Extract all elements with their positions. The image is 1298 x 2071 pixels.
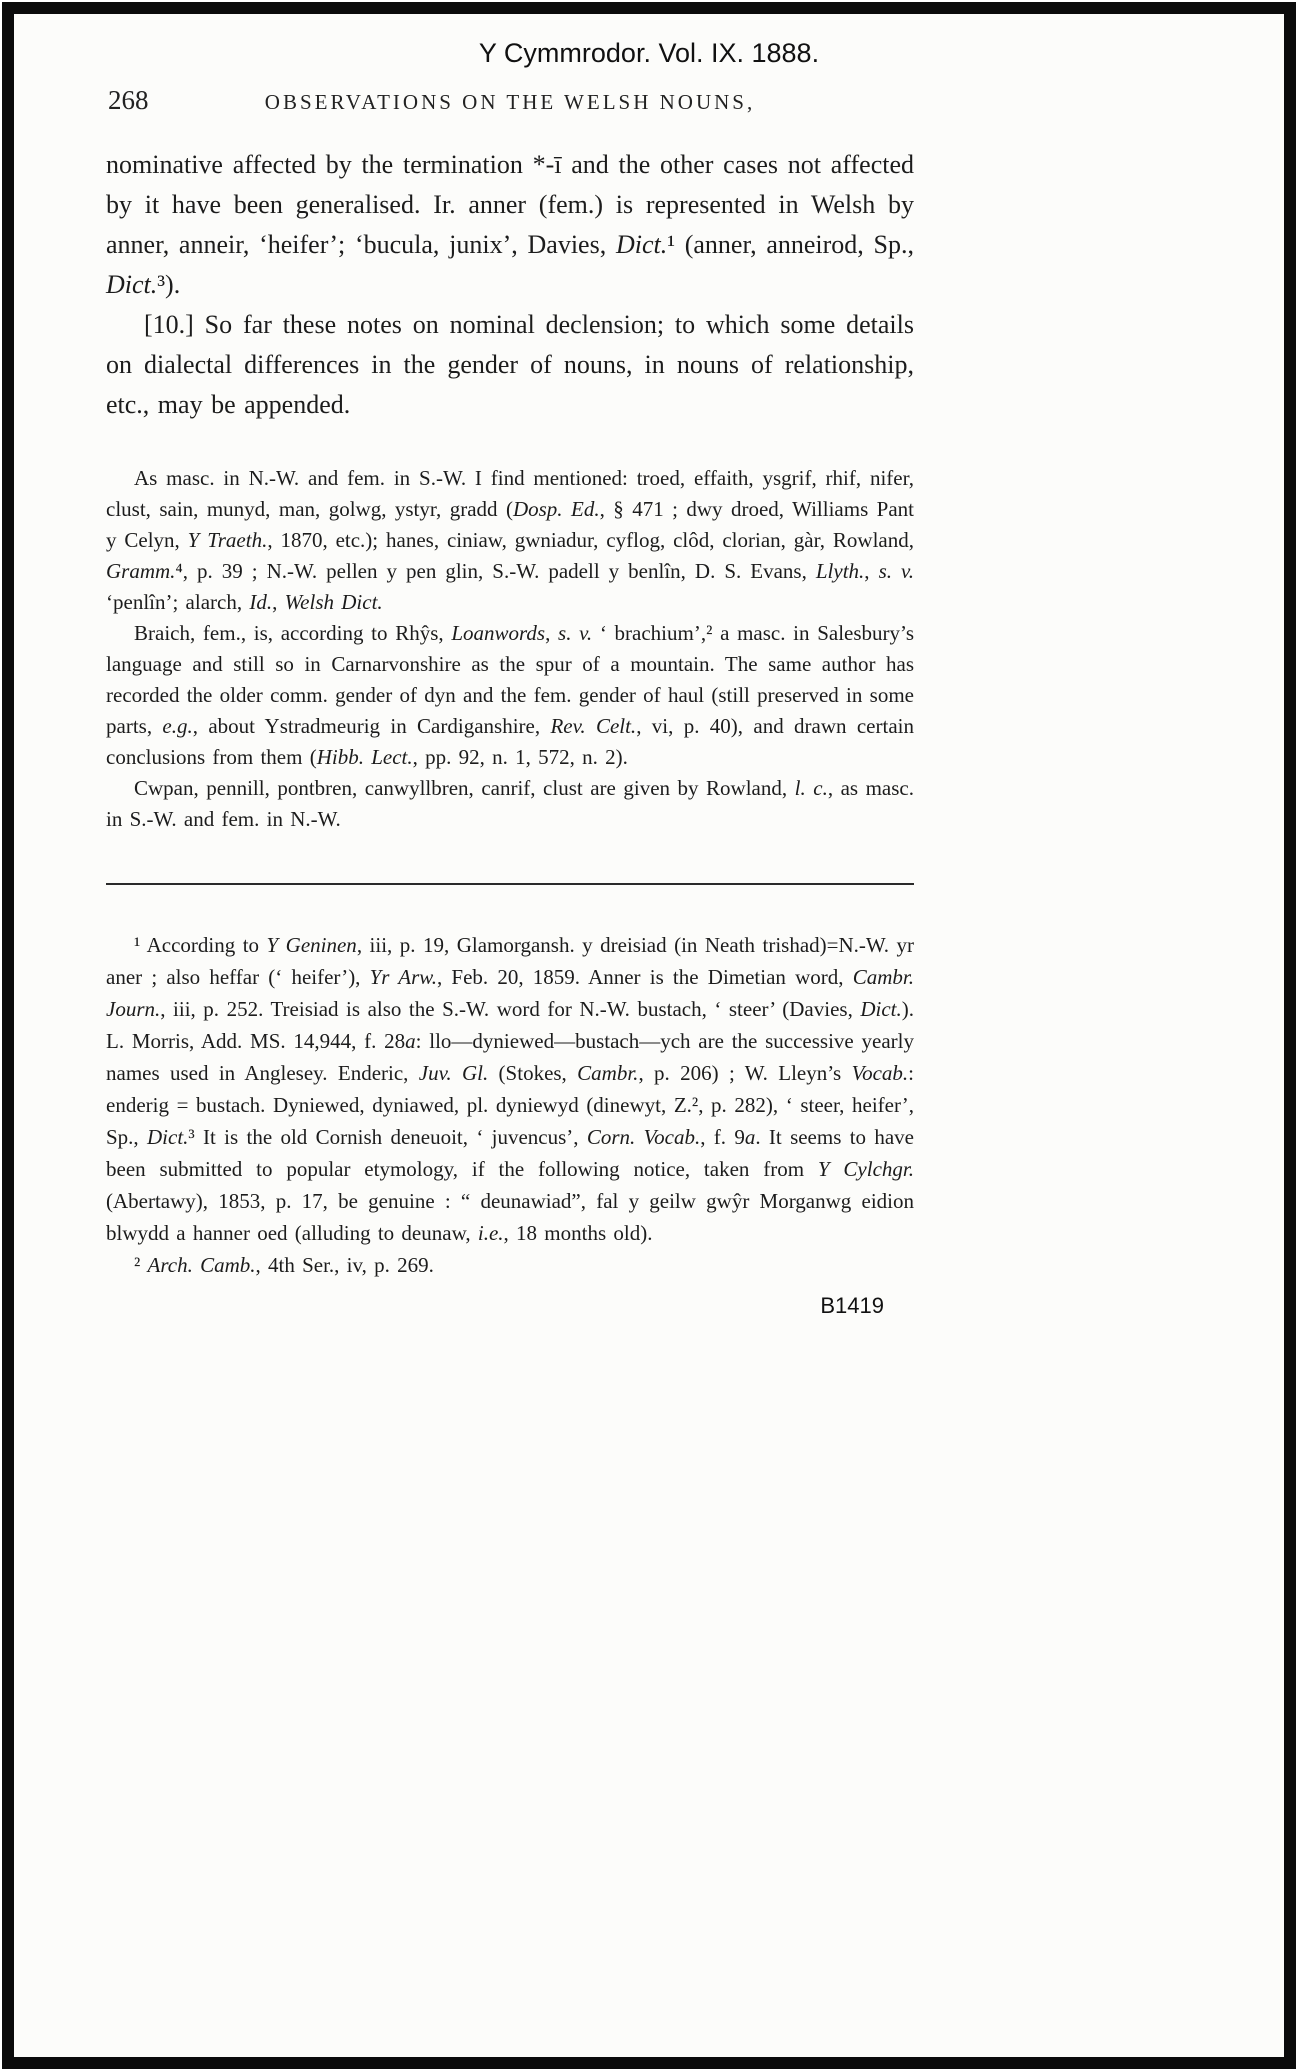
- text-segment: , § 471 ; dwy droed, Williams Pant y Celyn,: [106, 497, 915, 552]
- text-segment: , as masc. in S.-W. and fem. in N.-W.: [106, 776, 914, 831]
- text-segment: ²: [134, 1253, 148, 1277]
- text-segment: , vi, p. 40), and drawn certain conclusions from them (: [106, 714, 914, 769]
- text-segment: ³ It is the old Cornish deneuoit, ‘ juvencus’,: [188, 1125, 587, 1149]
- text-segment: ¹ (anner, anneirod, Sp.,: [667, 230, 914, 259]
- text-segment: : enderig = bustach. Dyniewed, dyniawed, pl. dyniewyd (dinewyt, Z.², p. 282), ‘ steer, heifer’, Sp.,: [106, 1061, 914, 1149]
- text-segment: Y Cylchgr.: [817, 1157, 915, 1181]
- text-segment: Dict.: [106, 270, 158, 299]
- text-segment: Cwpan, pennill, pontbren, canwyllbren, canrif, clust are given by Rowland,: [134, 776, 795, 800]
- text-segment: Vocab.: [851, 1061, 909, 1085]
- paragraph: [106, 929, 914, 1249]
- page-number: 268: [108, 85, 149, 115]
- text-segment: (Stokes,: [488, 1061, 578, 1085]
- text-segment: ‘penlîn’; alarch,: [106, 590, 250, 614]
- scan-border: [2, 2, 1296, 2069]
- text-segment: ,: [545, 621, 559, 645]
- text-segment: , iii, p. 252. Treisiad is also the S.-W. word for N.-W. bustach, ‘ steer’ (Davies,: [160, 997, 861, 1021]
- text-segment: ,: [272, 590, 285, 614]
- text-segment: Id.: [249, 590, 273, 614]
- text-segment: Y Geninen: [266, 933, 357, 957]
- text-segment: , 1870, etc.); hanes, ciniaw, gwniadur, cyflog, clôd, clorian, gàr, Rowland,: [267, 528, 914, 552]
- shelfmark-label: B1419: [820, 1293, 884, 1318]
- text-segment: ). L. Morris, Add. MS. 14,944, f. 28: [106, 997, 914, 1053]
- scanned-page: [14, 14, 1284, 2057]
- text-segment: , 18 months old).: [503, 1221, 653, 1245]
- text-segment: , 4th Ser., iv, p. 269.: [255, 1253, 434, 1277]
- text-segment: ‘ brachium’,² a masc. in Salesbury’s language and still so in Carnarvonshire as the spur of a mountain. The same author has recorded the older comm. gender of dyn and the fem. gender of haul (still preserved in some parts,: [106, 621, 915, 738]
- text-segment: . It seems to have been submitted to popular etymology, if the following notice, taken from: [106, 1125, 915, 1181]
- text-segment: Hibb. Lect.: [316, 745, 413, 769]
- text-segment: nominative affected by the termination *-ī and the other cases not affected by it have been generalised. Ir. anner (fem.) is represented in Welsh by anner, anneir, ‘heifer’; ‘bucula, junix’, Davies,: [106, 150, 914, 259]
- text-segment: , pp. 92, n. 1, 572, n. 2).: [412, 745, 628, 769]
- text-segment: i.e.: [477, 1221, 504, 1245]
- text-segment: Yr Arw.: [369, 965, 437, 989]
- text-segment: ¹ According to: [134, 933, 267, 957]
- page-header: [106, 85, 914, 119]
- text-segment: Dosp. Ed.: [512, 497, 600, 521]
- text-segment: : llo—dyniewed—bustach—ych are the successive yearly names used in Anglesey. Enderic,: [106, 1029, 914, 1085]
- text-segment: Arch. Camb.: [147, 1253, 256, 1277]
- text-segment: Corn. Vocab.: [586, 1125, 701, 1149]
- text-segment: Braich, fem., is, according to Rhŷs,: [134, 621, 452, 645]
- text-segment: As masc. in N.-W. and fem. in S.-W. I find mentioned: troed, effaith, ysgrif, rhif, nifer, clust, sain, munyd, man, golwg, ystyr, gradd (: [106, 466, 914, 521]
- paragraph: [106, 305, 914, 425]
- notes-text-block: [106, 463, 914, 835]
- text-segment: Welsh Dict.: [284, 590, 383, 614]
- text-segment: Dict.: [860, 997, 902, 1021]
- text-segment: Cambr. Journ.: [106, 965, 914, 1021]
- footnotes-block: [106, 929, 914, 1281]
- text-segment: , Feb. 20, 1859. Anner is the Dimetian word,: [436, 965, 853, 989]
- text-segment: , about Ystradmeurig in Cardiganshire,: [192, 714, 551, 738]
- text-segment: (Abertawy), 1853, p. 17, be genuine : “ deunawiad”, fal y geilw gwŷr Morganwg eidion blwydd a hanner oed (alluding to deunaw,: [106, 1189, 914, 1245]
- paragraph: [106, 618, 914, 773]
- text-segment: , p. 206) ; W. Lleyn’s: [638, 1061, 852, 1085]
- paragraph: [106, 773, 914, 835]
- text-segment: Y Traeth.: [187, 528, 268, 552]
- text-segment: s. v.: [558, 621, 593, 645]
- text-segment: s. v.: [878, 559, 915, 583]
- text-segment: Dict.: [615, 230, 668, 259]
- text-segment: ⁴, p. 39 ; N.-W. pellen y pen glin, S.-W. padell y benlîn, D. S. Evans,: [175, 559, 816, 583]
- text-segment: a: [744, 1125, 756, 1149]
- footnote-separator: [106, 883, 914, 885]
- text-segment: Gramm.: [106, 559, 176, 583]
- paragraph: [106, 1249, 914, 1281]
- text-segment: , f. 9: [700, 1125, 745, 1149]
- text-segment: Rev. Celt.: [550, 714, 637, 738]
- text-segment: Juv. Gl.: [418, 1061, 489, 1085]
- text-segment: a: [405, 1029, 416, 1053]
- text-segment: ,: [864, 559, 879, 583]
- running-title: OBSERVATIONS ON THE WELSH NOUNS,: [264, 90, 756, 114]
- text-segment: l. c.: [794, 776, 828, 800]
- text-segment: Cambr.: [577, 1061, 639, 1085]
- text-segment: e.g.: [162, 714, 193, 738]
- text-segment: ³).: [157, 270, 181, 299]
- text-column: [106, 85, 914, 1319]
- text-segment: [10.] So far these notes on nominal declension; to which some details on dialectal differences in the gender of nouns, in nouns of relationship, etc., may be appended.: [106, 310, 914, 419]
- paragraph: [106, 463, 914, 618]
- text-segment: Dict.: [147, 1125, 189, 1149]
- main-text-block: [106, 145, 914, 425]
- volume-label: Y Cymmrodor. Vol. IX. 1888.: [478, 38, 820, 68]
- text-segment: Loanwords: [451, 621, 546, 645]
- paragraph: [106, 145, 914, 305]
- text-segment: Llyth.: [815, 559, 865, 583]
- text-segment: , iii, p. 19, Glamorgansh. y dreisiad (in Neath trishad)=N.-W. yr aner ; also heffar (‘ heifer’),: [106, 933, 914, 989]
